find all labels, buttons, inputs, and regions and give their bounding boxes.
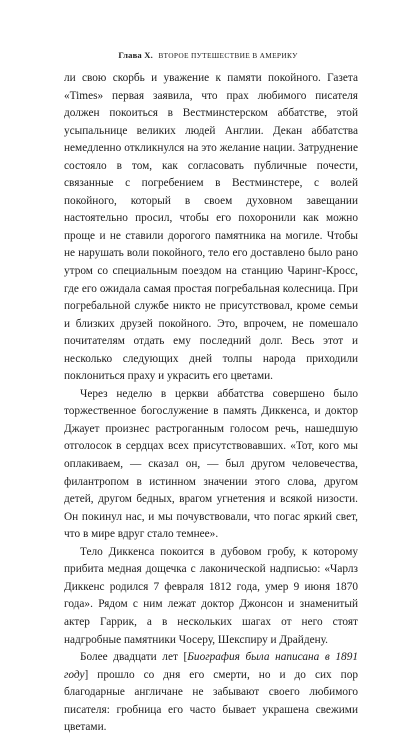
running-head	[0, 50, 416, 60]
paragraph-3: Тело Диккенса покоится в дубовом гробу, к которому прибита медная дощечка с лаконической надписью: «Чарлз Диккенс родился 7 февраля 1812 года, умер 9 июня 1870 года». Рядом с ним лежат доктор Джонсон и знаменитый актер Гаррик, а в нескольких шагах от него стоят надгробные памятники Чосеру, Шекспиру и Драйдену.	[64, 545, 358, 646]
chapter-number: Глава X.	[118, 50, 154, 60]
paragraph-4-before: Более двадцати лет [	[80, 651, 188, 664]
paragraph-2: Через неделю в церкви аббатства совершено было торжественное богослужение в память Диккенса, и доктор Джаует произнес растроганным голосом речь, нашедшую отголосок в сердцах всех присутствовавших. «Тот, кого мы оплакиваем, — сказал он, — был другом человечества, филантропом в истинном значении этого слова, другом детей, другом бедных, врагом угнетения и всякой низости. Он покинул нас, и мы почувствовали, что погас яркий свет, что в мире вдруг стало темнее».	[64, 387, 358, 541]
biography-note: Биография была написана в 1891 году	[64, 651, 358, 681]
paragraph-4	[64, 649, 358, 737]
paragraph-4-after: ] прошло со дня его смерти, но и до сих пор благодарные англичане не забывают своего любимого писателя: гробница его часто бывает украшена свежими цветами.	[64, 668, 358, 734]
chapter-title: ВТОРОЕ ПУТЕШЕСТВИЕ В АМЕРИКУ	[158, 51, 298, 60]
body-text	[64, 70, 358, 737]
paragraph-1: ли свою скорбь и уважение к памяти покойного. Газета «Times» первая заявила, что прах любимого писателя должен покоиться в Вестминстерском аббатстве, этой усыпальнице великих людей Англии. Декан аббатства немедленно откликнулся на это желание нации. Затруднение состояло в том, как согласовать публичные почести, связанные с погребением в Вестминстере, с волей покойного, который в своем духовном завещании настоятельно просил, чтобы его похоронили как можно проще и не ставили дорогого памятника на могиле. Чтобы не нарушать воли покойного, тело его доставлено было рано утром со специальным поездом на станцию Чаринг-Кросс, где его ожидала самая простая погребальная колесница. При погребальной службе никто не присутствовал, кроме семьи и близких друзей покойного. Это, впрочем, не помешало почитателям отдать ему последний долг. Весь этот и несколько следующих дней толпы народа приходили поклониться праху и украсить его цветами.	[64, 72, 358, 383]
